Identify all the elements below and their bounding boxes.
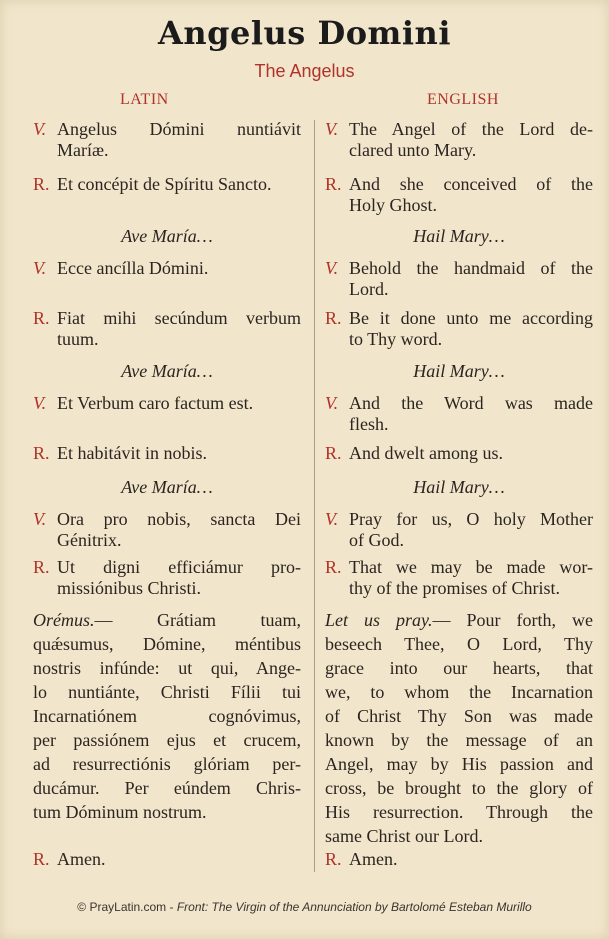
english-text: And dwelt among us.: [349, 443, 503, 463]
english-text: Behold the handmaid of the: [349, 258, 593, 278]
response-mark: R.: [325, 443, 342, 463]
english-response-1-cont: Holy Ghost.: [349, 195, 438, 215]
english-text: That we may be made wor-: [349, 557, 593, 577]
response-mark: R.: [325, 557, 342, 577]
latin-response-4-cont: missiónibus Christi.: [57, 578, 202, 598]
versicle-mark: V.: [325, 119, 339, 139]
english-versicle-1-cont: clared unto Mary.: [349, 140, 477, 160]
latin-response-2: [33, 308, 301, 329]
latin-ave-3: Ave María…: [121, 477, 213, 497]
english-text: And the Word was made: [349, 393, 593, 413]
response-mark: R.: [33, 849, 50, 869]
english-versicle-3: [325, 393, 593, 414]
latin-versicle-1-cont: Maríæ.: [57, 140, 109, 160]
latin-prayer-line-3: nostris infúnde: ut qui, Ange-: [33, 658, 301, 678]
english-response-4-cont: thy of the promises of Christ.: [349, 578, 560, 598]
latin-prayer-line-5: Incarnatiónem cognóvimus,: [33, 706, 301, 726]
latin-prayer-line-2: quǽsumus, Dómine, méntibus: [33, 634, 301, 654]
versicle-mark: V.: [325, 393, 339, 413]
english-versicle-4-cont: of God.: [349, 530, 404, 550]
response-mark: R.: [325, 174, 342, 194]
english-prayer-line-7: Angel, may by His passion and: [325, 754, 593, 774]
english-text: — Pour forth, we: [432, 610, 593, 630]
english-text: Be it done unto me according: [349, 308, 593, 328]
english-prayer-line-3: grace into our hearts, that: [325, 658, 593, 678]
english-hail-mary-3: Hail Mary…: [413, 477, 505, 497]
english-hail-mary-1: Hail Mary…: [413, 226, 505, 246]
footer-artwork-credit: Front: The Virgin of the Annunciation by Bartolomé Esteban Murillo: [176, 900, 532, 914]
english-response-1: [325, 174, 593, 195]
latin-response-2-cont: tuum.: [57, 329, 99, 349]
english-text: And she conceived of the: [349, 174, 593, 194]
english-response-amen: [325, 849, 593, 870]
english-versicle-2-cont: Lord.: [349, 279, 389, 299]
latin-versicle-2: [33, 258, 301, 279]
english-hail-mary-2: Hail Mary…: [413, 361, 505, 381]
latin-text: Ecce ancílla Dómini.: [57, 258, 209, 278]
footer-copyright: © PrayLatin.com -: [77, 900, 177, 914]
english-text: Pray for us, O holy Mother: [349, 509, 593, 529]
latin-text: — Grátiam tuam,: [94, 610, 301, 630]
english-versicle-4: [325, 509, 593, 530]
latin-prayer-line-4: lo nuntiánte, Christi Fílii tui: [33, 682, 301, 702]
latin-column-header: LATIN: [120, 91, 169, 108]
latin-versicle-4-cont: Génitrix.: [57, 530, 122, 550]
response-mark: R.: [325, 308, 342, 328]
english-prayer-line-5: of Christ Thy Son was made: [325, 706, 593, 726]
latin-response-amen: [33, 849, 301, 870]
footer-credit: [0, 900, 609, 914]
versicle-mark: V.: [33, 119, 47, 139]
english-prayer-line-1: [325, 610, 593, 631]
english-column-header: ENGLISH: [427, 91, 499, 108]
english-response-3: [325, 443, 593, 464]
latin-text: Et Verbum caro factum est.: [57, 393, 254, 413]
response-mark: R.: [33, 308, 50, 328]
versicle-mark: V.: [33, 509, 47, 529]
page-title: Angelus Domini: [158, 14, 451, 52]
response-mark: R.: [33, 443, 50, 463]
english-prayer-line-8: cross, be brought to the glory of: [325, 778, 593, 798]
latin-text: Ora pro nobis, sancta Dei: [57, 509, 301, 529]
latin-prayer-line-8: ducámur. Per eúndem Chris-: [33, 778, 301, 798]
latin-prayer-line-1: [33, 610, 301, 631]
english-text: Amen.: [349, 849, 398, 869]
english-prayer-line-6: known by the message of an: [325, 730, 593, 750]
latin-text: Et habitávit in nobis.: [57, 443, 207, 463]
latin-ave-2: Ave María…: [121, 361, 213, 381]
latin-prayer-line-6: per passiónem ejus et crucem,: [33, 730, 301, 750]
prayer-lead: Let us pray.: [325, 610, 433, 630]
versicle-mark: V.: [325, 509, 339, 529]
latin-text: Et concépit de Spíritu Sancto.: [57, 174, 272, 194]
english-versicle-2: [325, 258, 593, 279]
latin-text: Angelus Dómini nuntiávit: [57, 119, 301, 139]
response-mark: R.: [325, 849, 342, 869]
latin-versicle-3: [33, 393, 301, 414]
column-divider: [314, 120, 315, 872]
english-prayer-line-4: we, to whom the Incarnation: [325, 682, 593, 702]
latin-response-4: [33, 557, 301, 578]
english-versicle-1: [325, 119, 593, 140]
latin-text: Fiat mihi secúndum verbum: [57, 308, 301, 328]
latin-prayer-line-9: tum Dóminum nostrum.: [33, 802, 207, 822]
english-prayer-line-10: same Christ our Lord.: [325, 826, 483, 846]
latin-text: Ut digni efficiámur pro-: [57, 557, 301, 577]
latin-response-3: [33, 443, 301, 464]
latin-versicle-4: [33, 509, 301, 530]
versicle-mark: V.: [33, 393, 47, 413]
response-mark: R.: [33, 557, 50, 577]
english-text: The Angel of the Lord de-: [349, 119, 593, 139]
page-subtitle: The Angelus: [254, 61, 355, 81]
english-prayer-line-2: beseech Thee, O Lord, Thy: [325, 634, 593, 654]
latin-ave-1: Ave María…: [121, 226, 213, 246]
response-mark: R.: [33, 174, 50, 194]
english-response-4: [325, 557, 593, 578]
prayer-lead: Orémus.: [33, 610, 95, 630]
english-versicle-3-cont: flesh.: [349, 414, 389, 434]
english-prayer-line-9: His resurrection. Through the: [325, 802, 593, 822]
latin-versicle-1: [33, 119, 301, 140]
versicle-mark: V.: [325, 258, 339, 278]
english-response-2: [325, 308, 593, 329]
latin-response-1: [33, 174, 301, 195]
latin-text: Amen.: [57, 849, 106, 869]
english-response-2-cont: to Thy word.: [349, 329, 443, 349]
latin-prayer-line-7: ad resurrectiónis glóriam per-: [33, 754, 301, 774]
versicle-mark: V.: [33, 258, 47, 278]
